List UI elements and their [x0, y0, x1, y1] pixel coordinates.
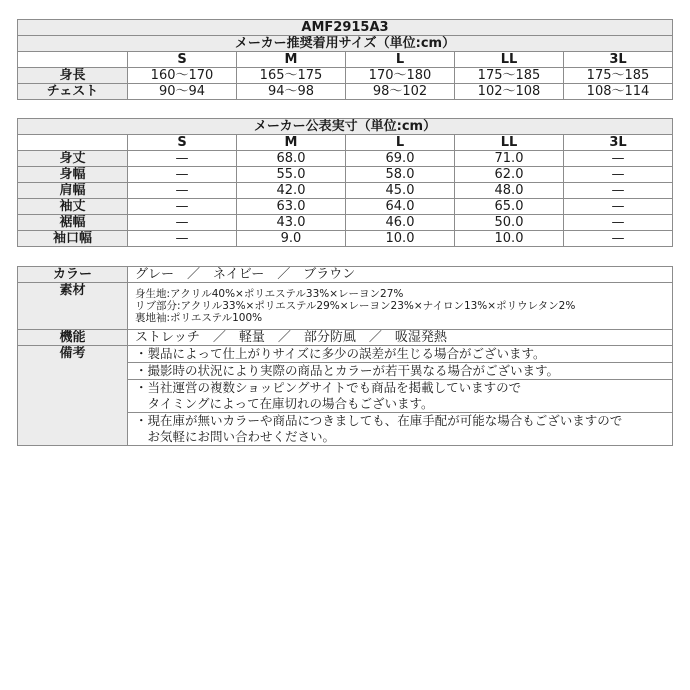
cell: 42.0: [237, 183, 346, 199]
cell: 69.0: [346, 151, 455, 167]
cell: 48.0: [455, 183, 564, 199]
cell: 65.0: [455, 199, 564, 215]
row-label: チェスト: [18, 84, 128, 100]
size-header: M: [237, 135, 346, 151]
cell: —: [128, 231, 237, 247]
recommended-title: メーカー推奨着用サイズ（単位:cm）: [18, 36, 673, 52]
note-line: お気軽にお問い合わせください。: [135, 429, 336, 444]
cell: 46.0: [346, 215, 455, 231]
actual-size-table: [17, 118, 673, 247]
cell: 68.0: [237, 151, 346, 167]
row-label: 身丈: [18, 151, 128, 167]
cell: —: [564, 183, 673, 199]
size-header: L: [346, 52, 455, 68]
cell: 165～175: [237, 68, 346, 84]
table-row: [18, 283, 673, 330]
cell: 108～114: [564, 84, 673, 100]
material-line: 裏地袖:ポリエステル100%: [135, 312, 263, 324]
color-label: カラー: [18, 267, 128, 283]
row-label: 裾幅: [18, 215, 128, 231]
note-line: ・当社運営の複数ショッピングサイトでも商品を掲載していますので: [135, 380, 522, 395]
row-label: 袖丈: [18, 199, 128, 215]
row-label: 身長: [18, 68, 128, 84]
cell: 62.0: [455, 167, 564, 183]
cell: 170～180: [346, 68, 455, 84]
cell: —: [128, 151, 237, 167]
cell: 9.0: [237, 231, 346, 247]
table-row: [18, 84, 673, 100]
note-line: タイミングによって在庫切れの場合もございます。: [135, 396, 434, 411]
cell: 58.0: [346, 167, 455, 183]
note-line: ・製品によって仕上がりサイズに多少の誤差が生じる場合がございます。: [135, 346, 546, 361]
note-item: [128, 346, 673, 363]
size-header: S: [128, 135, 237, 151]
cell: 55.0: [237, 167, 346, 183]
table-row: [18, 68, 673, 84]
cell: 71.0: [455, 151, 564, 167]
size-header: S: [128, 52, 237, 68]
cell: —: [128, 183, 237, 199]
cell: —: [564, 231, 673, 247]
size-header: 3L: [564, 135, 673, 151]
cell: —: [128, 215, 237, 231]
cell: 45.0: [346, 183, 455, 199]
cell: 63.0: [237, 199, 346, 215]
size-header: M: [237, 52, 346, 68]
note-item: [128, 380, 673, 413]
product-details-table: [17, 266, 673, 446]
table-row: [18, 231, 673, 247]
cell: 10.0: [455, 231, 564, 247]
row-label: 身幅: [18, 167, 128, 183]
color-value: グレー ／ ネイビー ／ ブラウン: [128, 267, 673, 283]
row-label: 袖口幅: [18, 231, 128, 247]
cell: 102～108: [455, 84, 564, 100]
table-row: [18, 267, 673, 283]
cell: —: [564, 151, 673, 167]
material-label: 素材: [18, 283, 128, 330]
table-row: [18, 151, 673, 167]
notes-label: 備考: [18, 346, 128, 446]
cell: —: [128, 167, 237, 183]
cell: 98～102: [346, 84, 455, 100]
note-line: ・撮影時の状況により実際の商品とカラーが若干異なる場合がございます。: [135, 363, 560, 378]
note-item: [128, 413, 673, 446]
table-row: [18, 199, 673, 215]
cell: 43.0: [237, 215, 346, 231]
material-line: 身生地:アクリル40%×ポリエステル33%×レーヨン27%: [135, 288, 404, 300]
cell: —: [564, 199, 673, 215]
cell: 160～170: [128, 68, 237, 84]
cell: —: [564, 215, 673, 231]
actual-title: メーカー公表実寸（単位:cm）: [18, 119, 673, 135]
size-header: 3L: [564, 52, 673, 68]
cell: 50.0: [455, 215, 564, 231]
size-header: LL: [455, 135, 564, 151]
cell: 64.0: [346, 199, 455, 215]
cell: —: [128, 199, 237, 215]
blank-corner: [18, 52, 128, 68]
table-row: [18, 167, 673, 183]
size-header: LL: [455, 52, 564, 68]
size-header: L: [346, 135, 455, 151]
cell: 10.0: [346, 231, 455, 247]
table-row: [18, 183, 673, 199]
row-label: 肩幅: [18, 183, 128, 199]
cell: 175～185: [455, 68, 564, 84]
table-row: [18, 330, 673, 346]
recommended-size-table: [17, 19, 673, 100]
table-row: [18, 215, 673, 231]
material-line: リブ部分:アクリル33%×ポリエステル29%×レーヨン23%×ナイロン13%×ポリウレタン2%: [135, 300, 576, 312]
cell: 175～185: [564, 68, 673, 84]
table-row: [18, 346, 673, 363]
blank-corner: [18, 135, 128, 151]
function-label: 機能: [18, 330, 128, 346]
product-code: AMF2915A3: [18, 20, 673, 36]
function-value: ストレッチ ／ 軽量 ／ 部分防風 ／ 吸湿発熱: [128, 330, 673, 346]
cell: 94～98: [237, 84, 346, 100]
material-value: [128, 283, 673, 330]
cell: —: [564, 167, 673, 183]
cell: 90～94: [128, 84, 237, 100]
note-line: ・現在庫が無いカラーや商品につきましても、在庫手配が可能な場合もございますので: [135, 413, 623, 428]
note-item: [128, 363, 673, 380]
